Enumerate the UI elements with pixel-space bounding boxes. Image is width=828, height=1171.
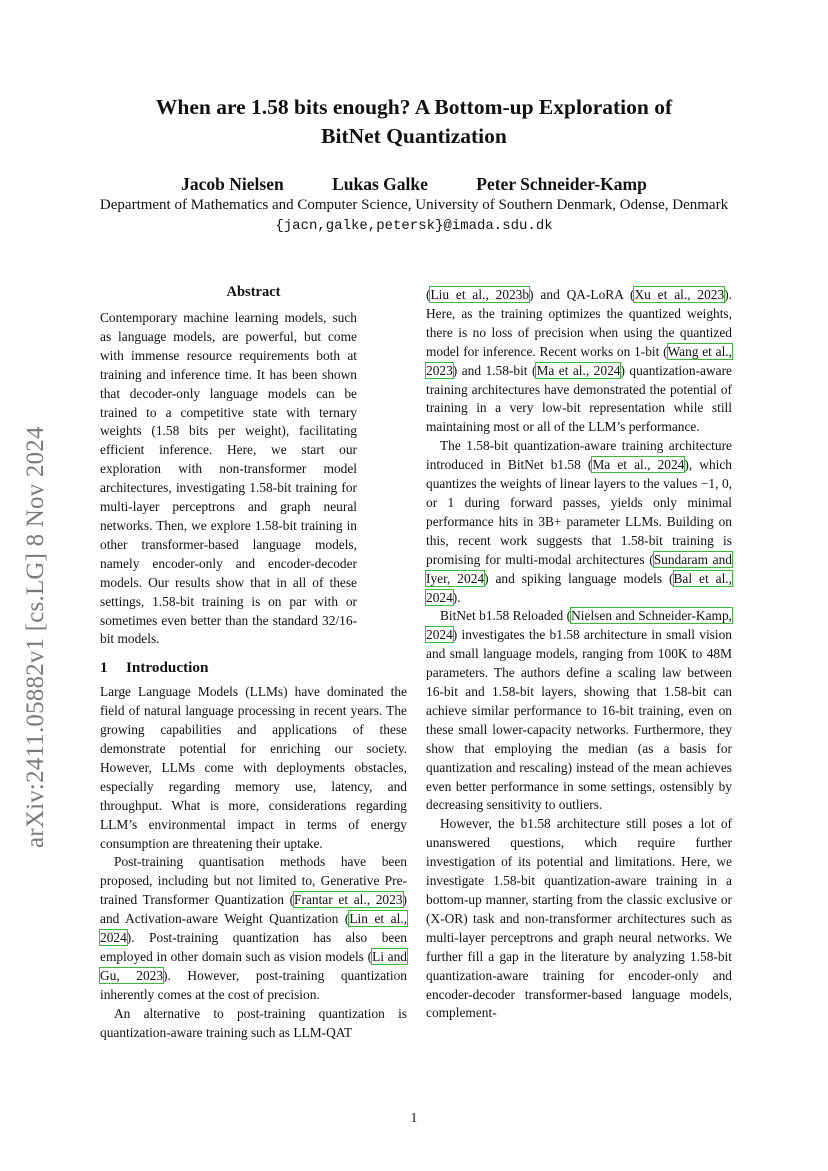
intro-paragraph-2 — [100, 853, 407, 1004]
text-run: ). However, post-training quantization inherently comes at the cost of precision. — [100, 967, 408, 1002]
citation-liu[interactable]: Liu et al., 2023b — [430, 287, 530, 302]
citation-wang[interactable]: Wang et al., 2023 — [426, 343, 732, 378]
citation-li-gu[interactable]: Li and Gu, 2023 — [100, 949, 407, 983]
text-run: ) quantization-aware training architectures have demonstrated the potential of training in a very low-bit representation while still maintaining most or all of the LLM’s performance. — [426, 362, 732, 435]
text-run: ). Here, as the training optimizes the quantized weights, there is no loss of precision when using the quantized model for inference. Recent works on 1-bit ( — [426, 287, 732, 359]
page-number: 1 — [410, 1110, 418, 1125]
citation-xu[interactable]: Xu et al., 2023 — [634, 287, 725, 302]
author-3: Peter Schneider-Kamp — [476, 174, 647, 194]
citation-ma-2[interactable]: Ma et al., 2024 — [592, 457, 685, 473]
text-run: Post-training quantisation methods have been proposed, including but not limited to, Generative Pre-trained Transformer Quantization ( — [100, 854, 407, 908]
abstract-heading: Abstract — [226, 284, 281, 300]
citation-ma[interactable]: Ma et al., 2024 — [536, 362, 621, 378]
text-run: BitNet b1.58 Reloaded ( — [440, 608, 572, 624]
intro-paragraph-4 — [426, 437, 732, 607]
text-run: The 1.58-bit quantization-aware training architecture introduced in BitNet b1.58 ( — [426, 438, 732, 473]
citation-bal[interactable]: Bal et al., 2024 — [426, 570, 732, 605]
citation-lin[interactable]: Lin et al., 2024 — [100, 911, 407, 946]
author-1: Jacob Nielsen — [181, 174, 284, 194]
text-run: ) investigates the b1.58 architecture in small vision and small language models, ranging from 100K to 48M parameters. The authors define a scaling law between 16-bit and 1.58-bit layers, showing that 1.58-bit can achieve similar performance to 16-bit training, even on these small lower-capacity networks. Furthermore, they show that employing the median (as a basis for quantization and rescaling) instead of the mean achieves even better performance in some settings, ostensibly by decreasing sensitivity to outliers. — [426, 627, 732, 813]
text-run: ) and spiking language models ( — [484, 570, 674, 586]
title-line-1: When are 1.58 bits enough? A Bottom-up Exploration of — [155, 95, 673, 119]
left-column — [100, 284, 407, 1043]
abstract-text: Contemporary machine learning models, such as language models, are powerful, but come with immense resource requirements both at training and inference time. It has been shown that decoder-only language models can be trained to a competitive state with ternary weights (1.58 bits per weight), facilitating efficient inference. Here, we start our exploration with non-transformer model architectures, investigating 1.58-bit training for multi-layer perceptrons and graph neural networks. Then, we explore 1.58-bit training in other transformer-based language models, namely encoder-only and encoder-decoder models. Our results show that in all of these settings, 1.58-bit training is on par with or sometimes even better than the standard 32/16-bit models. — [100, 310, 357, 647]
text-run: ). — [452, 589, 461, 605]
paper-title — [0, 93, 828, 151]
citation-nielsen[interactable]: Nielsen and Schneider-Kamp, 2024 — [426, 608, 733, 643]
text-run: ). Post-training quantization has also been employed in other domain such as vision models ( — [100, 930, 407, 964]
citation-sundaram[interactable]: Sundaram and Iyer, 2024 — [426, 551, 732, 586]
text-run: ) and Activation-aware Weight Quantization ( — [100, 892, 407, 927]
author-list — [0, 174, 828, 195]
section-number: 1 — [100, 659, 108, 677]
citation-frantar[interactable]: Frantar et al., 2023 — [294, 892, 403, 908]
intro-paragraph-3-continued — [426, 286, 732, 437]
text-run: ) and QA-LoRA ( — [529, 287, 635, 302]
intro-paragraph-6: However, the b1.58 architecture still poses a lot of unanswered questions, which require further investigation of its potential and limitations. Here, we investigate 1.58-bit quantization-aware training in a bottom-up manner, starting from the classic exclusive or (X-OR) task and non-transformer architectures such as multi-layer perceptrons and graph neural networks. We further fill a gap in the literature by analyzing 1.58-bit quantization-aware training for encoder-only and encoder-decoder transformer-based language models, complement- — [426, 816, 732, 1021]
arxiv-stamp: arXiv:2411.05882v1 [cs.LG] 8 Nov 2024 — [22, 426, 49, 848]
title-line-2: BitNet Quantization — [321, 124, 507, 148]
text-run: ), which quantizes the weights of linear layers to the values −1, 0, or 1 during forward passes, yields only minimal performance hits in 3B+ parameter LLMs. Building on this, recent work suggests that 1.58-bit training is promising for multi-modal architectures ( — [426, 457, 732, 567]
text-run: ) and 1.58-bit ( — [452, 362, 537, 378]
intro-paragraph-1: Large Language Models (LLMs) have dominated the field of natural language processing in recent years. The growing capabilities and applications of these demonstrate potential for enriching our society. However, LLMs come with deployments obstacles, especially regarding memory use, latency, and throughput. What is more, considerations regarding LLM’s environmental impact in terms of energy consumption are threatening their uptake. — [100, 684, 407, 851]
affiliation: Department of Mathematics and Computer Science, University of Southern Denmark, Odense, Denmark — [99, 197, 729, 213]
email: {jacn,galke,petersk}@imada.sdu.dk — [275, 218, 553, 234]
text-run: ( — [426, 287, 431, 302]
author-2: Lukas Galke — [332, 174, 428, 194]
section-title: Introduction — [126, 659, 209, 677]
right-column — [426, 286, 732, 1023]
section-heading-introduction — [100, 659, 407, 677]
intro-paragraph-5 — [426, 607, 732, 815]
intro-paragraph-3: An alternative to post-training quantization is quantization-aware training such as LLM-QAT — [100, 1005, 407, 1040]
